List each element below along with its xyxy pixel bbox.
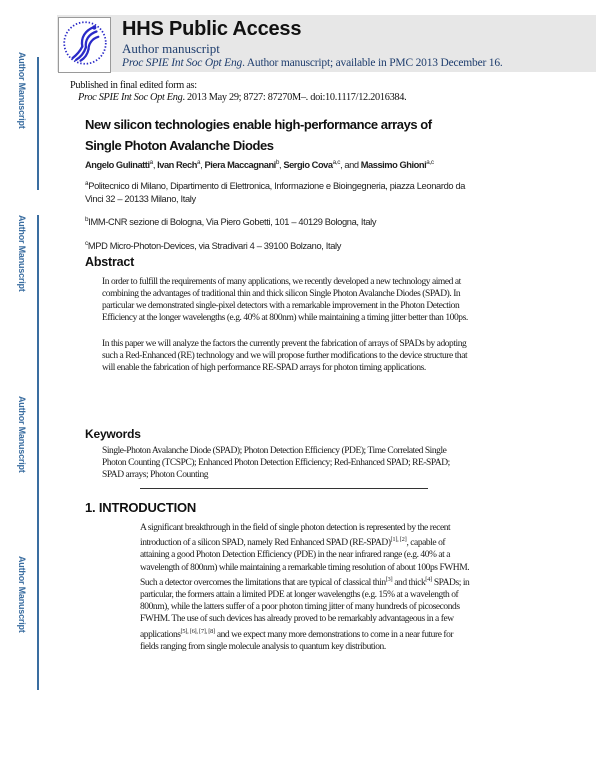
sidebar-rule (37, 215, 39, 690)
article-title-line1: New silicon technologies enable high-performance arrays of (85, 117, 432, 132)
sidebar-rule (37, 57, 39, 190)
abstract-heading: Abstract (85, 255, 135, 269)
affiliation-a: $^a$Politecnico di Milano, Dipartimento di Elettronica, Informazione e Bioingegneria, piazza Leonardo da Vinci 32 – 20133 Milano, Italy (85, 180, 466, 204)
section-divider (140, 488, 428, 489)
header-title: HHS Public Access (122, 18, 302, 40)
affiliation-c: $^c$MPD Micro-Photon-Devices, via Stradivari 4 – 39100 Bolzano, Italy (85, 240, 342, 252)
introduction-heading: 1. INTRODUCTION (85, 500, 197, 515)
abstract-paragraph-1: In order to fulfill the requirements of many applications, we recently developed a new technology aimed at combining the advantages of traditional thin and thick silicon Single Photon Avalanche Diodes (SPAD). In particular we demonstrated single-pixel detectors with a remarkable improvement in the Photon Detection Efficiency at the longer wavelengths (e.g. 40% at 800nm) while maintaining a timing jitter better than 100ps. (102, 277, 468, 324)
article-title (85, 114, 432, 156)
keywords-heading: Keywords (85, 427, 141, 441)
article-authors: Angelo Gulinatti$^a$, Ivan Rech$^a$, Piera Maccagnani$^b$, Sergio Cova$^{a,c}$, and Massimo Ghioni$^{a,c}$ (85, 159, 434, 171)
introduction-paragraph: A significant breakthrough in the field of single photon detection is represented by the recent introduction of a silicon SPAD, namely Red Enhanced SPAD (RE-SPAD)[1], [2], capable of attaining a good Photon Detection Efficiency (PDE) in the near infrared range (e.g. 40% at a wavelength of 800nm) while maintaining a remarkable timing resolution of about 100ps FWHM. Such a detector overcomes the limitations that are typical of classical thin[3] and thick[4] SPADs; in particular, the formers attain a limited PDE at longer wavelengths (e.g. 15% at a wavelength of 800nm), while the latters suffer of a poor photon timing jitter of many hundreds of picoseconds FWHM. The use of such devices has already proved to be remarkably advantageous in a few applications[5], [6], [7], [8] and we expect many more demonstrations to come in a near future for fields ranging from single molecule analysis to quantum key distribution. (140, 523, 470, 652)
hhs-eagle-icon (62, 20, 108, 71)
affiliation-b: $^b$IMM-CNR sezione di Bologna, Via Piero Gobetti, 101 – 40129 Bologna, Italy (85, 216, 377, 228)
header-subtitle: Author manuscript (122, 41, 220, 56)
keywords-text: Single-Photon Avalanche Diode (SPAD); Photon Detection Efficiency (PDE); Time Correlated Single Photon Counting (TCSPC); Enhanced Photon Detection Efficiency; Red-Enhanced SPAD; RE-SPAD; SPAD arrays; Photon Counting (102, 446, 450, 481)
abstract-body (102, 276, 468, 374)
sidebar-watermark: Author Manuscript (17, 396, 27, 473)
published-note: Published in final edited form as: (70, 80, 197, 91)
abstract-paragraph-2: In this paper we will analyze the factors the currently prevent the fabrication of arrays of SPADs by adopting such a Red-Enhanced (RE) technology and we will propose further modifications to the device structure that will enable the fabrication of high performance RE-SPAD arrays for photon timing applications. (102, 338, 468, 373)
sidebar-watermark: Author Manuscript (17, 556, 27, 633)
article-affiliations (85, 178, 477, 262)
hhs-logo (58, 17, 111, 73)
sidebar-watermark: Author Manuscript (17, 52, 27, 129)
citation-reference: Proc SPIE Int Soc Opt Eng. 2013 May 29; 8727: 87270M–. doi:10.1117/12.2016384. (78, 92, 407, 103)
sidebar-watermark: Author Manuscript (17, 215, 27, 292)
article-title-line2: Single Photon Avalanche Diodes (85, 138, 274, 153)
header-journal-line: Proc SPIE Int Soc Opt Eng. Author manuscript; available in PMC 2013 December 16. (122, 57, 503, 69)
